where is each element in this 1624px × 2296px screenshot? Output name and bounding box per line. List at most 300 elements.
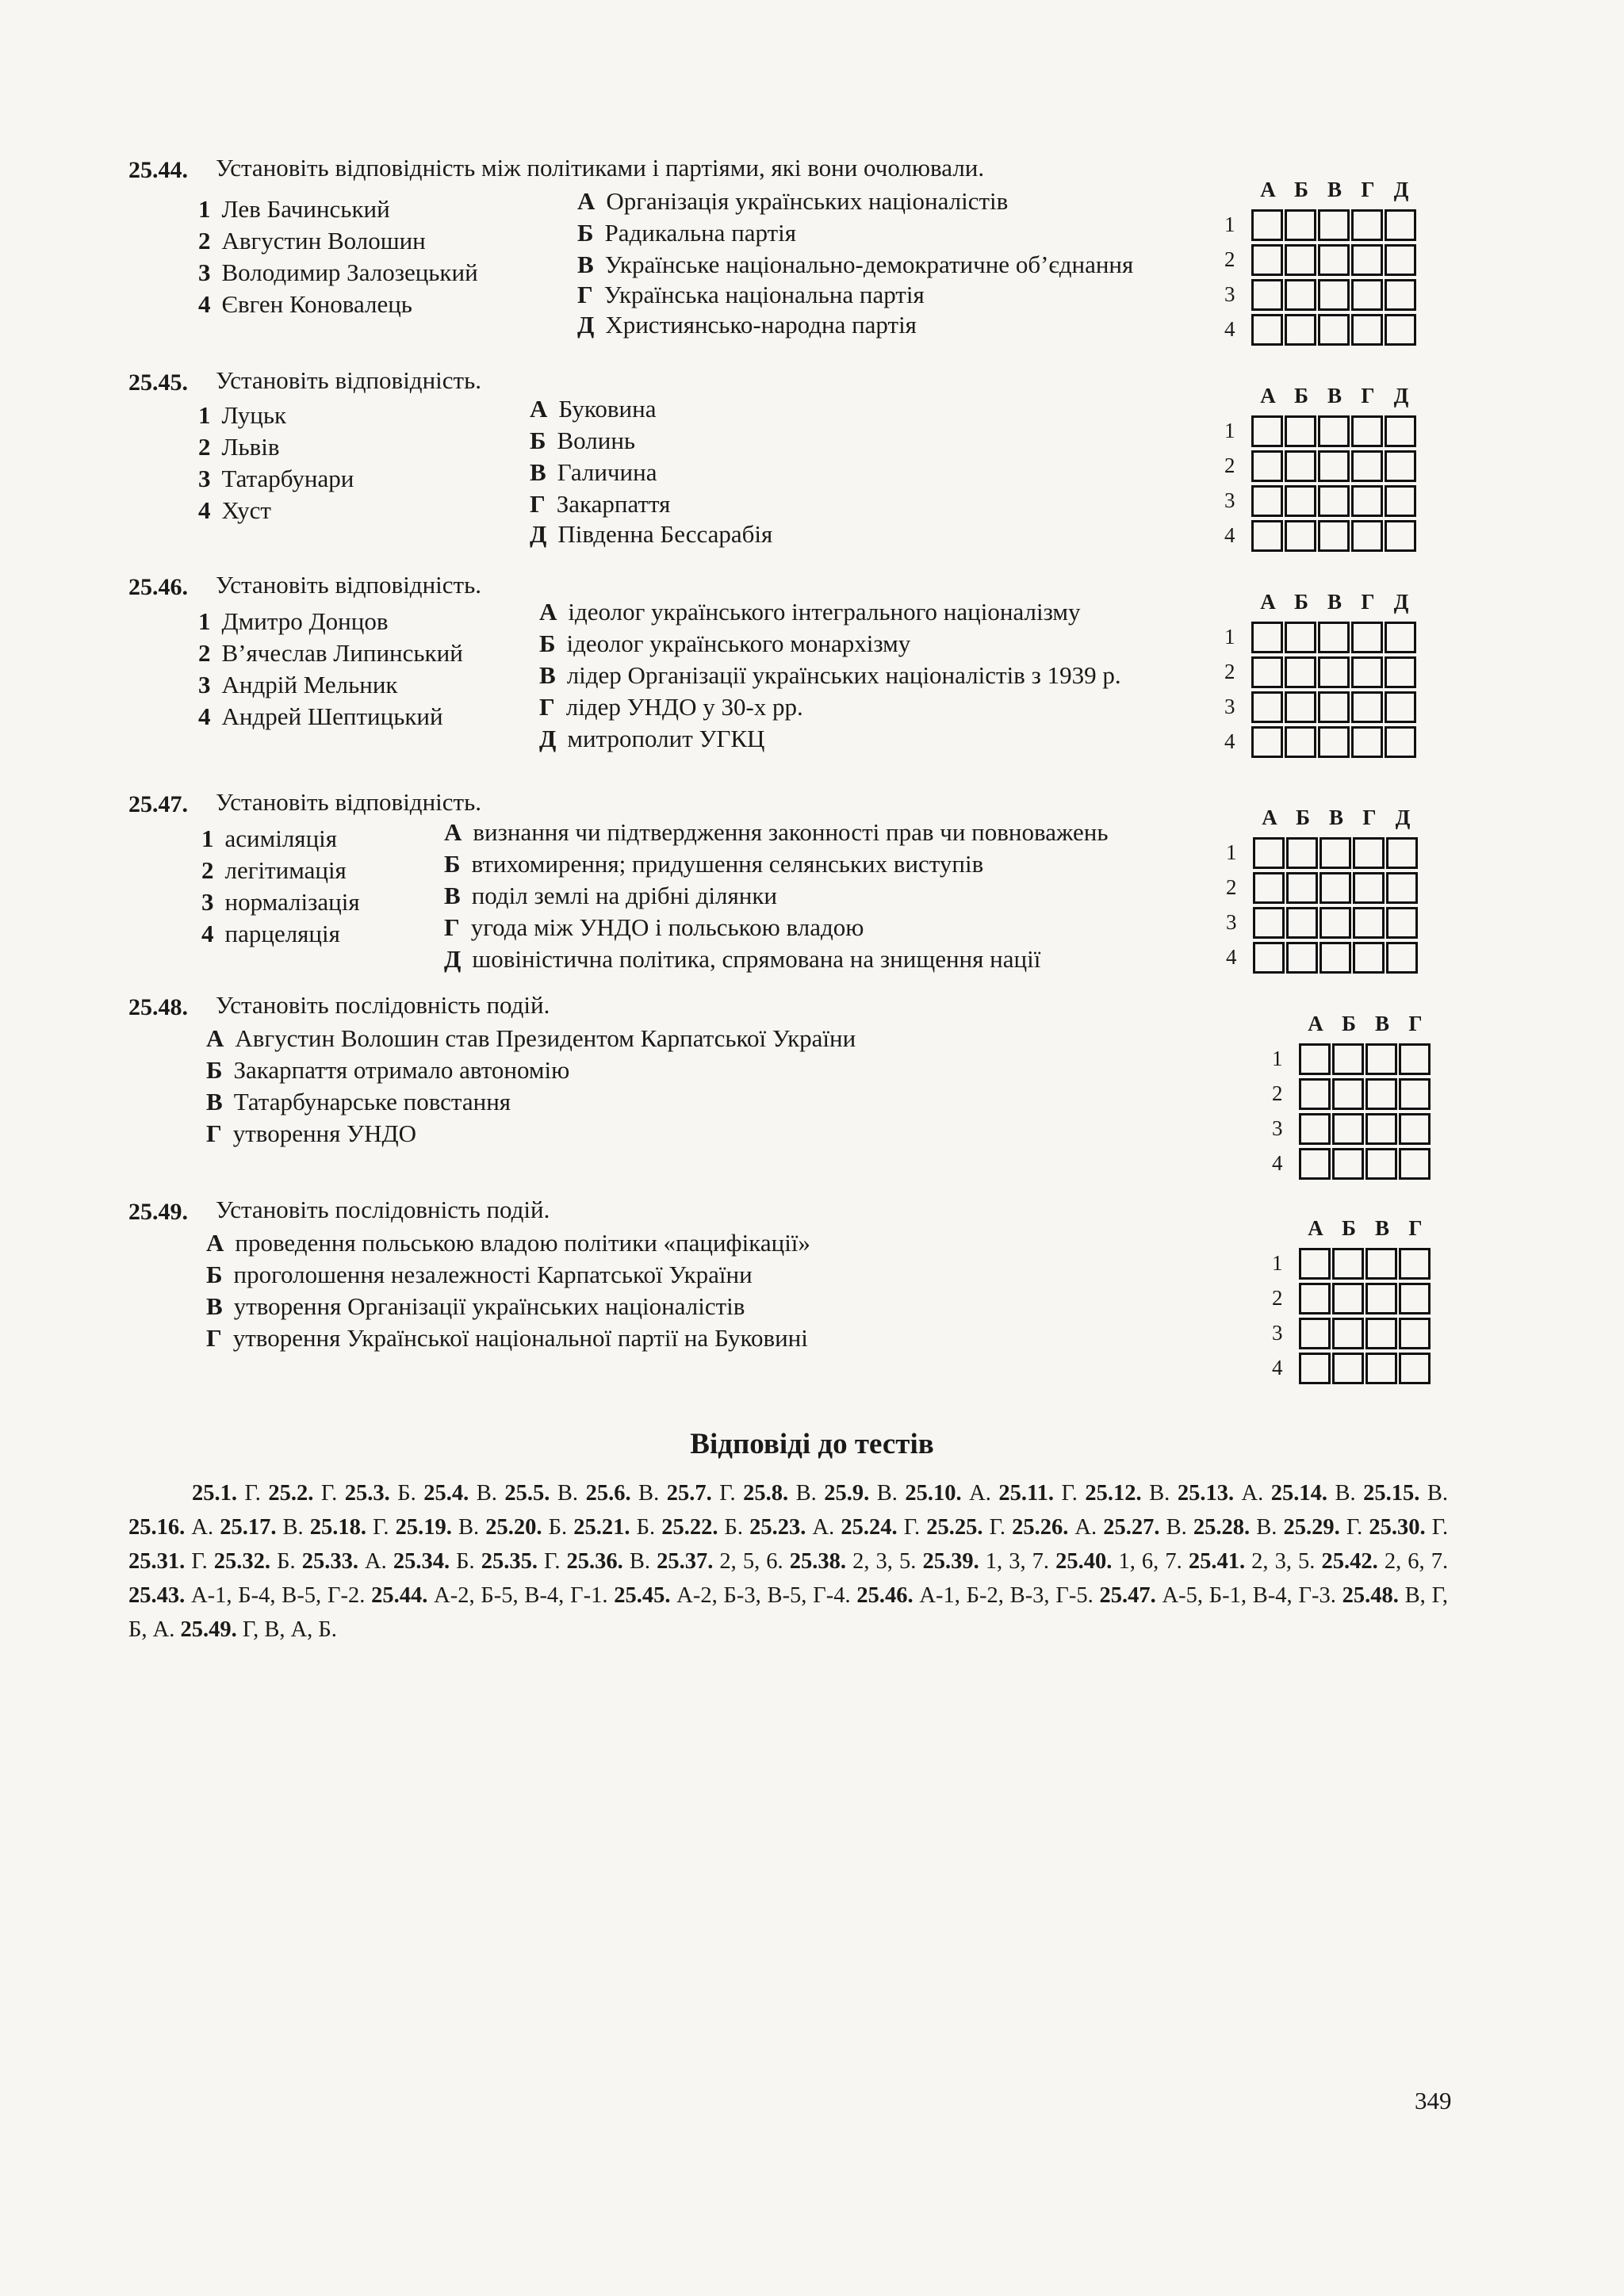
answer-checkbox[interactable] [1251, 691, 1283, 723]
answer-checkbox[interactable] [1365, 1353, 1397, 1384]
answer-value: Г. [237, 1481, 261, 1506]
answer-checkbox[interactable] [1365, 1283, 1397, 1314]
question-number: 25.44. [128, 157, 188, 183]
answer-checkbox[interactable] [1285, 314, 1316, 346]
answer-checkbox[interactable] [1365, 1113, 1397, 1145]
answer-checkbox[interactable] [1320, 837, 1351, 869]
answer-number: 25.28. [1193, 1515, 1251, 1540]
answer-checkbox[interactable] [1320, 942, 1351, 974]
answer-checkbox[interactable] [1385, 209, 1416, 241]
answer-checkbox[interactable] [1353, 872, 1385, 904]
left-item [198, 607, 389, 636]
answer-checkbox[interactable] [1399, 1078, 1431, 1110]
answer-checkbox[interactable] [1399, 1148, 1431, 1180]
answer-checkbox[interactable] [1253, 942, 1285, 974]
answer-value: В. [1327, 1481, 1356, 1506]
answer-entry [180, 1617, 336, 1642]
answer-checkbox[interactable] [1285, 209, 1316, 241]
answer-checkbox[interactable] [1353, 837, 1385, 869]
answer-number: 25.24. [841, 1515, 898, 1540]
answer-value: В. [550, 1481, 579, 1506]
item-key: В [206, 1088, 223, 1115]
answer-checkbox[interactable] [1251, 450, 1283, 482]
answer-checkbox[interactable] [1299, 1353, 1331, 1384]
col-label: А [1308, 1012, 1323, 1035]
item-text: Радикальна партія [604, 219, 797, 247]
answer-checkbox[interactable] [1399, 1353, 1431, 1384]
answer-checkbox[interactable] [1365, 1078, 1397, 1110]
answer-number: 25.35. [481, 1549, 538, 1574]
answer-checkbox[interactable] [1286, 907, 1318, 939]
answer-checkbox[interactable] [1385, 726, 1416, 758]
row-label: 4 [1224, 729, 1235, 753]
answer-checkbox[interactable] [1386, 872, 1418, 904]
answer-entry [393, 1549, 475, 1574]
answer-value: В. [451, 1515, 480, 1540]
answer-number: 25.40. [1055, 1549, 1113, 1574]
item-key: 1 [201, 825, 214, 852]
answer-checkbox[interactable] [1386, 837, 1418, 869]
item-key: 2 [201, 856, 214, 884]
answer-checkbox[interactable] [1365, 1318, 1397, 1349]
answer-checkbox[interactable] [1385, 415, 1416, 447]
item-text: В’ячеслав Липинський [221, 639, 463, 667]
answer-checkbox[interactable] [1318, 691, 1350, 723]
answer-checkbox[interactable] [1385, 244, 1416, 276]
item-text: визнання чи підтвердження законності прав чи повноважень [473, 818, 1109, 846]
right-item [444, 818, 1108, 847]
answer-checkbox[interactable] [1399, 1248, 1431, 1280]
col-label: А [1308, 1216, 1323, 1240]
sequence-item [206, 1229, 810, 1257]
answer-checkbox[interactable] [1285, 656, 1316, 688]
sequence-item [206, 1119, 416, 1148]
answer-checkbox[interactable] [1285, 726, 1316, 758]
item-key: Г [206, 1324, 222, 1352]
answer-checkbox[interactable] [1385, 691, 1416, 723]
answer-entry [504, 1481, 578, 1506]
item-text: угода між УНДО і польською владою [470, 913, 864, 941]
answer-checkbox[interactable] [1332, 1148, 1364, 1180]
answer-entry [1271, 1481, 1356, 1506]
answer-entry [567, 1549, 650, 1574]
item-text: утворення Української національної партії на Буковині [232, 1324, 808, 1352]
answer-entry [128, 1583, 365, 1608]
item-text: Українська національна партія [603, 281, 925, 308]
answer-value: А-5, Б-1, В-4, Г-3. [1155, 1583, 1336, 1608]
col-label: Г [1362, 806, 1377, 829]
question-number: 25.45. [128, 369, 188, 396]
answer-entry [481, 1549, 561, 1574]
answer-value: А. [1068, 1515, 1097, 1540]
answer-checkbox[interactable] [1332, 1043, 1364, 1075]
item-text: Львів [221, 433, 280, 461]
answer-value: Г, В, А, Б. [236, 1617, 337, 1642]
answer-value: В. [788, 1481, 817, 1506]
answer-checkbox[interactable] [1318, 726, 1350, 758]
answer-value: Г. [366, 1515, 389, 1540]
item-key: Б [530, 427, 546, 454]
answer-value: 2, 5, 6. [713, 1549, 783, 1574]
item-key: Г [206, 1119, 222, 1147]
answer-value: А. [1234, 1481, 1264, 1506]
answer-checkbox[interactable] [1299, 1318, 1331, 1349]
answer-value: Б. [450, 1549, 475, 1574]
answer-checkbox[interactable] [1299, 1113, 1331, 1145]
answer-checkbox[interactable] [1332, 1113, 1364, 1145]
row-label: 4 [1224, 317, 1235, 341]
left-item [198, 465, 354, 493]
item-text: легітимація [224, 856, 347, 884]
answer-checkbox[interactable] [1318, 244, 1350, 276]
answer-checkbox[interactable] [1351, 415, 1383, 447]
answer-checkbox[interactable] [1386, 907, 1418, 939]
answer-checkbox[interactable] [1253, 837, 1285, 869]
right-item [530, 395, 656, 423]
left-item [198, 290, 412, 319]
answer-value: В. [1250, 1515, 1277, 1540]
answer-checkbox[interactable] [1318, 520, 1350, 552]
item-text: Християнсько-народна партія [605, 311, 917, 339]
item-key: Б [539, 629, 556, 657]
answer-checkbox[interactable] [1285, 279, 1316, 311]
answer-number: 25.37. [657, 1549, 714, 1574]
item-key: 1 [198, 195, 211, 223]
answer-entry [371, 1583, 607, 1608]
item-key: 2 [198, 433, 211, 461]
question-instruction: Установіть відповідність між політиками і партіями, які вони очолювали. [216, 154, 985, 182]
answer-checkbox[interactable] [1285, 244, 1316, 276]
answer-entry [1100, 1583, 1336, 1608]
answer-entry [302, 1549, 387, 1574]
item-key: Г [577, 281, 593, 308]
item-text: Буковина [558, 395, 657, 423]
answer-value: В. [469, 1481, 497, 1506]
answer-checkbox[interactable] [1351, 450, 1383, 482]
answer-checkbox[interactable] [1351, 520, 1383, 552]
answer-checkbox[interactable] [1285, 415, 1316, 447]
answer-number: 25.10. [905, 1481, 962, 1506]
answer-number: 25.7. [666, 1481, 712, 1506]
answer-checkbox[interactable] [1351, 244, 1383, 276]
right-item [539, 598, 1081, 626]
answer-entry [856, 1583, 1093, 1608]
item-text: ідеолог українського інтегрального націоналізму [568, 598, 1081, 626]
answer-number: 25.18. [309, 1515, 367, 1540]
row-label: 3 [1272, 1116, 1283, 1140]
answer-value: Г. [711, 1481, 736, 1506]
item-key: 1 [198, 401, 211, 429]
answer-checkbox[interactable] [1332, 1248, 1364, 1280]
answer-checkbox[interactable] [1353, 942, 1385, 974]
item-text: Андрей Шептицький [221, 702, 443, 730]
col-label: В [1327, 590, 1342, 614]
answer-checkbox[interactable] [1318, 485, 1350, 517]
answer-number: 25.45. [614, 1583, 671, 1608]
answer-checkbox[interactable] [1251, 520, 1283, 552]
answer-checkbox[interactable] [1351, 656, 1383, 688]
answer-checkbox[interactable] [1351, 622, 1383, 653]
answer-checkbox[interactable] [1285, 520, 1316, 552]
answer-checkbox[interactable] [1385, 520, 1416, 552]
answer-checkbox[interactable] [1318, 622, 1350, 653]
col-label: А [1260, 590, 1276, 614]
answer-checkbox[interactable] [1399, 1283, 1431, 1314]
answer-checkbox[interactable] [1320, 872, 1351, 904]
answer-checkbox[interactable] [1385, 622, 1416, 653]
item-text: Організація українських націоналістів [606, 187, 1009, 215]
answer-number: 25.41. [1188, 1549, 1246, 1574]
item-text: Закарпаття отримало автономію [233, 1056, 570, 1084]
answer-checkbox[interactable] [1251, 622, 1283, 653]
row-label: 2 [1226, 875, 1237, 899]
right-item [577, 219, 796, 247]
row-label: 1 [1224, 419, 1235, 442]
item-text: Татарбунари [221, 465, 354, 492]
answer-entry [1055, 1549, 1182, 1574]
answer-number: 25.39. [922, 1549, 979, 1574]
answer-number: 25.46. [856, 1583, 914, 1608]
answer-number: 25.27. [1103, 1515, 1160, 1540]
answer-checkbox[interactable] [1285, 691, 1316, 723]
answer-checkbox[interactable] [1251, 314, 1283, 346]
item-key: Д [530, 520, 547, 548]
answer-entry [657, 1549, 783, 1574]
answer-checkbox[interactable] [1286, 942, 1318, 974]
answer-value: Г. [537, 1549, 561, 1574]
item-key: 3 [198, 465, 211, 492]
answer-entry [192, 1481, 261, 1506]
answer-checkbox[interactable] [1285, 622, 1316, 653]
item-key: Г [539, 693, 555, 721]
answer-checkbox[interactable] [1399, 1113, 1431, 1145]
item-key: 3 [198, 671, 211, 698]
answer-entry [1363, 1481, 1448, 1506]
answer-checkbox[interactable] [1286, 872, 1318, 904]
answer-value: А. [961, 1481, 991, 1506]
answer-number: 25.3. [344, 1481, 390, 1506]
answer-checkbox[interactable] [1353, 907, 1385, 939]
answer-checkbox[interactable] [1385, 314, 1416, 346]
answer-number: 25.4. [423, 1481, 469, 1506]
right-item [539, 629, 910, 658]
answer-checkbox[interactable] [1318, 656, 1350, 688]
answer-checkbox[interactable] [1351, 726, 1383, 758]
answer-checkbox[interactable] [1285, 450, 1316, 482]
right-item [444, 882, 777, 910]
right-item [530, 458, 657, 487]
answer-checkbox[interactable] [1251, 209, 1283, 241]
answer-entry [485, 1515, 567, 1540]
item-key: 4 [201, 920, 214, 947]
item-text: Володимир Залозецький [221, 258, 478, 286]
answer-checkbox[interactable] [1332, 1318, 1364, 1349]
answer-value: 1, 3, 7. [979, 1549, 1050, 1574]
row-label: 2 [1272, 1286, 1283, 1310]
answer-checkbox[interactable] [1351, 314, 1383, 346]
left-item [198, 639, 463, 668]
answer-number: 25.25. [926, 1515, 983, 1540]
question-instruction: Установіть відповідність. [216, 788, 481, 816]
answer-checkbox[interactable] [1318, 279, 1350, 311]
answer-number: 25.42. [1321, 1549, 1378, 1574]
answer-value: В. [622, 1549, 650, 1574]
answer-entry [1193, 1515, 1277, 1540]
answer-checkbox[interactable] [1351, 691, 1383, 723]
right-item [444, 945, 1040, 974]
answer-checkbox[interactable] [1365, 1148, 1397, 1180]
item-text: Закарпаття [556, 490, 671, 518]
answer-checkbox[interactable] [1318, 450, 1350, 482]
col-label: Г [1361, 590, 1375, 614]
answer-checkbox[interactable] [1332, 1283, 1364, 1314]
answer-checkbox[interactable] [1318, 314, 1350, 346]
right-item [539, 661, 1121, 690]
answer-value: В. [1159, 1515, 1187, 1540]
answer-checkbox[interactable] [1351, 279, 1383, 311]
item-text: ідеолог українського монархізму [566, 629, 911, 657]
col-label: Г [1408, 1216, 1423, 1240]
answer-number: 25.19. [395, 1515, 452, 1540]
answer-entry [743, 1481, 817, 1506]
answer-number: 25.33. [301, 1549, 358, 1574]
answer-entry [586, 1481, 660, 1506]
answer-checkbox[interactable] [1299, 1248, 1331, 1280]
question-number: 25.46. [128, 574, 188, 600]
sequence-item [206, 1261, 753, 1289]
question-instruction: Установіть послідовність подій. [216, 991, 550, 1019]
row-label: 4 [1272, 1151, 1283, 1175]
answer-checkbox[interactable] [1351, 485, 1383, 517]
right-item [444, 913, 864, 942]
row-label: 1 [1272, 1047, 1283, 1070]
page-number: 349 [1415, 2087, 1452, 2114]
answer-value: Б. [718, 1515, 744, 1540]
item-key: А [530, 395, 548, 423]
answer-number: 25.44. [371, 1583, 428, 1608]
answer-checkbox[interactable] [1385, 450, 1416, 482]
item-text: Лев Бачинський [221, 195, 390, 223]
answer-entry [128, 1549, 208, 1574]
answer-checkbox[interactable] [1385, 656, 1416, 688]
answer-checkbox[interactable] [1365, 1248, 1397, 1280]
answer-checkbox[interactable] [1251, 656, 1283, 688]
answer-entry [128, 1515, 213, 1540]
answer-checkbox[interactable] [1318, 209, 1350, 241]
left-item [201, 888, 360, 916]
right-item [444, 850, 983, 878]
left-item [201, 856, 347, 885]
col-label: Б [1294, 178, 1308, 201]
answer-entry [790, 1549, 917, 1574]
answer-entry [926, 1515, 1005, 1540]
answer-checkbox[interactable] [1251, 244, 1283, 276]
answer-checkbox[interactable] [1332, 1353, 1364, 1384]
item-text: Августин Волошин [221, 227, 426, 254]
item-text: утворення УНДО [232, 1119, 417, 1147]
answer-value: В, Г, Б, А. [128, 1583, 1448, 1642]
col-label: Б [1296, 806, 1310, 829]
answer-checkbox[interactable] [1251, 726, 1283, 758]
answer-value: Г. [897, 1515, 921, 1540]
right-item [577, 281, 925, 309]
answer-checkbox[interactable] [1251, 485, 1283, 517]
answer-checkbox[interactable] [1285, 485, 1316, 517]
answer-number: 25.5. [504, 1481, 550, 1506]
answer-checkbox[interactable] [1299, 1148, 1331, 1180]
answer-checkbox[interactable] [1399, 1318, 1431, 1349]
answer-value: Г. [982, 1515, 1005, 1540]
answer-value: А-2, Б-5, В-4, Г-1. [427, 1583, 608, 1608]
answer-checkbox[interactable] [1320, 907, 1351, 939]
answer-checkbox[interactable] [1365, 1043, 1397, 1075]
answer-number: 25.15. [1363, 1481, 1420, 1506]
item-key: Д [444, 945, 462, 973]
question-instruction: Установіть відповідність. [216, 366, 481, 394]
answer-checkbox[interactable] [1385, 485, 1416, 517]
item-key: Б [577, 219, 594, 247]
answer-checkbox[interactable] [1299, 1043, 1331, 1075]
answer-entry [1189, 1549, 1316, 1574]
item-key: В [577, 251, 594, 278]
row-label: 1 [1224, 625, 1235, 649]
answer-checkbox[interactable] [1251, 279, 1283, 311]
answer-checkbox[interactable] [1399, 1043, 1431, 1075]
item-text: поділ землі на дрібні ділянки [471, 882, 778, 909]
answer-value: В. [869, 1481, 898, 1506]
answer-value: В. [630, 1481, 660, 1506]
row-label: 2 [1224, 453, 1235, 477]
answer-checkbox[interactable] [1386, 942, 1418, 974]
answer-number: 25.49. [180, 1617, 237, 1642]
item-text: лідер УНДО у 30-х рр. [565, 693, 803, 721]
row-label: 2 [1272, 1081, 1283, 1105]
item-text: Південна Бессарабія [557, 520, 773, 548]
answer-checkbox[interactable] [1332, 1078, 1364, 1110]
answer-checkbox[interactable] [1299, 1283, 1331, 1314]
item-key: Д [577, 311, 595, 339]
right-item [530, 520, 772, 549]
answer-number: 25.8. [743, 1481, 789, 1506]
sequence-item [206, 1324, 808, 1353]
answer-entry [824, 1481, 898, 1506]
answer-checkbox[interactable] [1385, 279, 1416, 311]
answer-value: А-1, Б-2, В-3, Г-5. [913, 1583, 1094, 1608]
answer-value: А. [358, 1549, 387, 1574]
answer-entry [998, 1481, 1078, 1506]
answer-checkbox[interactable] [1318, 415, 1350, 447]
left-item [198, 496, 271, 525]
answer-checkbox[interactable] [1286, 837, 1318, 869]
item-text: парцеляція [224, 920, 340, 947]
answer-entry [220, 1515, 304, 1540]
answer-value: 2, 3, 5. [846, 1549, 917, 1574]
item-key: В [539, 661, 556, 689]
answer-number: 25.32. [213, 1549, 271, 1574]
answer-checkbox[interactable] [1351, 209, 1383, 241]
answer-checkbox[interactable] [1299, 1078, 1331, 1110]
answer-entry [922, 1549, 1049, 1574]
answer-checkbox[interactable] [1253, 907, 1285, 939]
left-item [198, 401, 286, 430]
left-item [198, 433, 280, 461]
answer-checkbox[interactable] [1251, 415, 1283, 447]
col-label: В [1374, 1216, 1389, 1240]
answer-checkbox[interactable] [1253, 872, 1285, 904]
item-key: Г [530, 490, 546, 518]
item-key: 2 [198, 227, 211, 254]
answer-value: Г. [1339, 1515, 1363, 1540]
